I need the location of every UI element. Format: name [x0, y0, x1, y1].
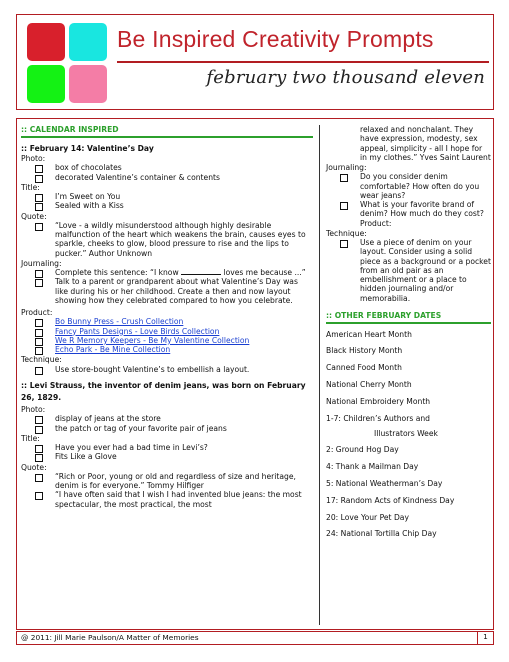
- list-item: Sealed with a Kiss: [21, 201, 313, 210]
- list-item: Use a piece of denim on your layout. Consider using a solid piece as a background or a pocket from an old pair as an embellishment or a place to hidden journaling and/or memorabilia.: [326, 238, 491, 303]
- product-link-echo-park[interactable]: Echo Park - Be Mine Collection: [55, 345, 171, 354]
- valentine-photo-list: [21, 163, 313, 182]
- date-text: 1-7: Children’s Authors and: [326, 413, 430, 423]
- list-item: Do you consider denim comfortable? How often do you wear jeans?: [326, 172, 491, 200]
- valentine-title-list: [21, 192, 313, 211]
- section-rule: [21, 136, 313, 138]
- date-item: 24: National Tortilla Chip Day: [326, 529, 437, 539]
- date-text-continued: Illustrators Week: [374, 428, 438, 438]
- content-frame: [16, 118, 494, 630]
- quote-continued: relaxed and nonchalant. They have expression, modesty, sex appeal, simplicity - all I hope for in my clothes.” Yves Saint Laurent: [360, 125, 491, 162]
- valentine-product-list: [21, 317, 313, 354]
- date-item: National Cherry Month: [326, 380, 412, 390]
- list-item: What is your favorite brand of denim? How much do they cost? Product:: [326, 200, 491, 228]
- list-item: “I have often said that I wish I had invented blue jeans: the most spectacular, the most practical, the most: [21, 490, 313, 509]
- valentine-quote-list: [21, 221, 313, 258]
- levi-heading: :: Levi Strauss, the inventor of denim jeans, was born on February 26, 1829.: [21, 380, 306, 402]
- section-title-calendar: :: CALENDAR INSPIRED: [21, 125, 119, 134]
- photo-label: Photo:: [21, 154, 46, 163]
- product-link-fancy-pants[interactable]: Fancy Pants Designs - Love Birds Collection: [55, 326, 220, 336]
- list-item: [21, 336, 313, 345]
- product-link-bo-bunny[interactable]: Bo Bunny Press - Crush Collection: [55, 317, 184, 327]
- product-link-we-r[interactable]: We R Memory Keepers - Be My Valentine Collection: [55, 335, 250, 345]
- footer: [16, 631, 494, 645]
- column-divider: [319, 125, 320, 625]
- list-item: [21, 317, 313, 326]
- page-title: Be Inspired Creativity Prompts: [117, 26, 434, 52]
- date-item: Canned Food Month: [326, 363, 402, 373]
- title-label: Title:: [21, 433, 40, 443]
- denim-technique-list: [326, 238, 491, 303]
- product-label: Product:: [21, 308, 53, 317]
- journaling-label: Journaling:: [21, 258, 62, 268]
- page-number: 1: [477, 631, 493, 645]
- list-item: I’m Sweet on You: [21, 192, 313, 201]
- logo: [27, 23, 108, 104]
- right-column: [326, 125, 491, 546]
- logo-square-red: [27, 23, 65, 61]
- header-banner: [16, 14, 494, 110]
- levi-title-list: [21, 443, 313, 462]
- date-item: Black History Month: [326, 346, 403, 356]
- footer-credit: @ 2011: Jill Marie Paulson/A Matter of Memories: [21, 633, 199, 642]
- date-item: 5: National Weatherman’s Day: [326, 478, 443, 488]
- quote-label: Quote:: [21, 211, 47, 221]
- left-column: [21, 125, 313, 509]
- quote-label: Quote:: [21, 462, 47, 472]
- valentine-heading: :: February 14: Valentine’s Day: [21, 143, 154, 153]
- list-item: Fits Like a Glove: [21, 452, 313, 461]
- denim-journaling-list: [326, 172, 491, 228]
- journaling-label: Journaling:: [326, 163, 367, 172]
- list-item: box of chocolates: [21, 163, 313, 172]
- list-item: the patch or tag of your favorite pair of jeans: [21, 424, 313, 433]
- date-item: National Embroidery Month: [326, 396, 431, 406]
- list-item: “Love - a wildly misunderstood although highly desirable malfunction of the heart which weakens the brain, causes eyes to sparkle, cheeks to glow, blood pressure to rise and the lips to pucker.” Author Unknown: [21, 221, 313, 258]
- logo-square-pink: [69, 65, 107, 103]
- page-subtitle: february two thousand eleven: [206, 67, 485, 88]
- levi-photo-list: [21, 414, 313, 433]
- title-label: Title:: [21, 182, 40, 192]
- section-title-other-dates: :: OTHER FEBRUARY DATES: [326, 310, 442, 320]
- list-item: Talk to a parent or grandparent about what Valentine’s Day was like during his or her childhood. Create a then and now layout showing how they celebrated compared to how you celebrate.: [21, 277, 313, 305]
- date-item: 2: Ground Hog Day: [326, 445, 399, 455]
- valentine-technique-list: [21, 365, 313, 374]
- journal-text-a: Complete this sentence: “I know: [55, 268, 179, 277]
- technique-label: Technique:: [326, 228, 367, 238]
- list-item: “Rich or Poor, young or old and regardless of size and heritage, denim is for everyone.” Tommy Hilfiger: [21, 472, 313, 491]
- date-item: 4: Thank a Mailman Day: [326, 462, 419, 472]
- logo-square-green: [27, 65, 65, 103]
- other-dates-list: [326, 330, 491, 539]
- list-item: [21, 268, 313, 277]
- date-item: [326, 414, 491, 439]
- technique-label: Technique:: [21, 355, 62, 365]
- logo-square-cyan: [69, 23, 107, 61]
- date-item: 20: Love Your Pet Day: [326, 512, 409, 522]
- date-item: American Heart Month: [326, 329, 412, 339]
- section-rule: [326, 322, 491, 324]
- valentine-journaling-list: [21, 268, 313, 305]
- list-item: Use store-bought Valentine’s to embellish a layout.: [21, 365, 313, 374]
- journal-text-b: loves me because ...”: [223, 268, 306, 277]
- title-divider: [117, 61, 489, 63]
- list-item: display of jeans at the store: [21, 414, 313, 423]
- list-item: decorated Valentine’s container & contents: [21, 173, 313, 182]
- list-item: [21, 327, 313, 336]
- list-item: [21, 345, 313, 354]
- levi-quote-list: [21, 472, 313, 509]
- list-item: Have you ever had a bad time in Levi’s?: [21, 443, 313, 452]
- date-item: 17: Random Acts of Kindness Day: [326, 495, 455, 505]
- fill-in-blank: [181, 274, 221, 275]
- photo-label: Photo:: [21, 405, 46, 415]
